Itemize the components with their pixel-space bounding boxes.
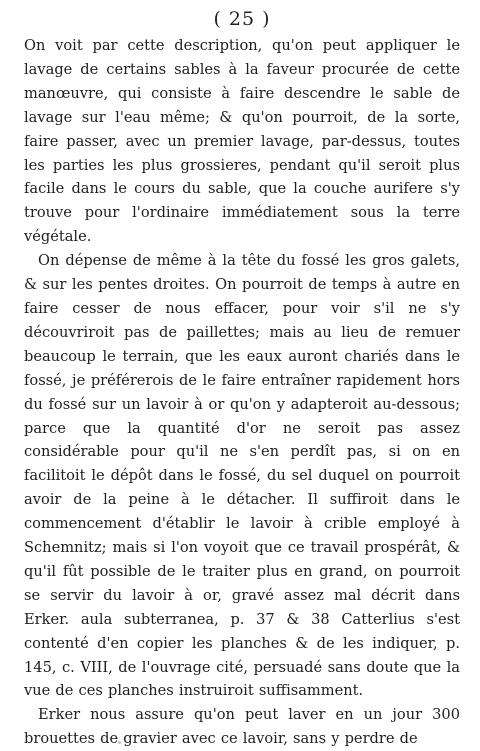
paragraph-3: Erker nous assure qu'on peut laver en un jour 300 brouettes de gravier avec ce lavoir, sans y perdre de [24,706,460,748]
paragraph-1: On voit par cette description, qu'on peut appliquer le lavage de certains sables à la faveur procurée de cette manœuvre, qui consiste à faire descendre le sable de lavage sur l'eau même; & qu'on pourroit, de la sorte, faire passer, avec un premier lavage, par-dessus, toutes les parties les plus grossieres, pendant qu'il seroit plus facile dans le cours du sable, que la couche aurifere s'y trouve pour l'ordinaire immédiatement sous la terre végétale. [24,37,460,246]
paper-speck [261,738,263,740]
paragraph-2: On dépense de même à la tête du fossé les gros galets, & sur les pentes droites. On pourroit de temps à autre en faire cesser de nous effacer, pour voir s'il ne s'y découvriroit pas de paillettes; mais au lieu de remuer beaucoup le terrain, que les eaux auront chariés dans le fossé, je préférerois de le faire entraîner rapidement hors du fossé sur un lavoir à or qu'on y adapteroit au-dessous; parce que la quantité d'or ne seroit pas assez considérable pour qu'il ne s'en perdît pas, si on en facilitoit le dépôt dans le fossé, du sel duquel on pourroit avoir de la peine à le détacher. Il suffiroit dans le commencement d'établir le lavoir à crible employé à Schemnitz; mais si l'on voyoit que ce travail prospérât, & qu'il fût possible de le traiter plus en grand, on pourroit se servir du lavoir à or, gravé assez mal décrit dans Erker. aula subterranea, p. 37 & 38 Catterlius s'est contenté d'en copier les planches & de les indiquer, p. 145, c. VIII, de l'ouvrage cité, persuadé sans doute que la vue de ces planches instruiroit suffisamment. [24,252,460,700]
paper-speck [322,742,324,744]
paper-speck [118,741,121,744]
page-number: ( 25 ) [213,8,271,30]
